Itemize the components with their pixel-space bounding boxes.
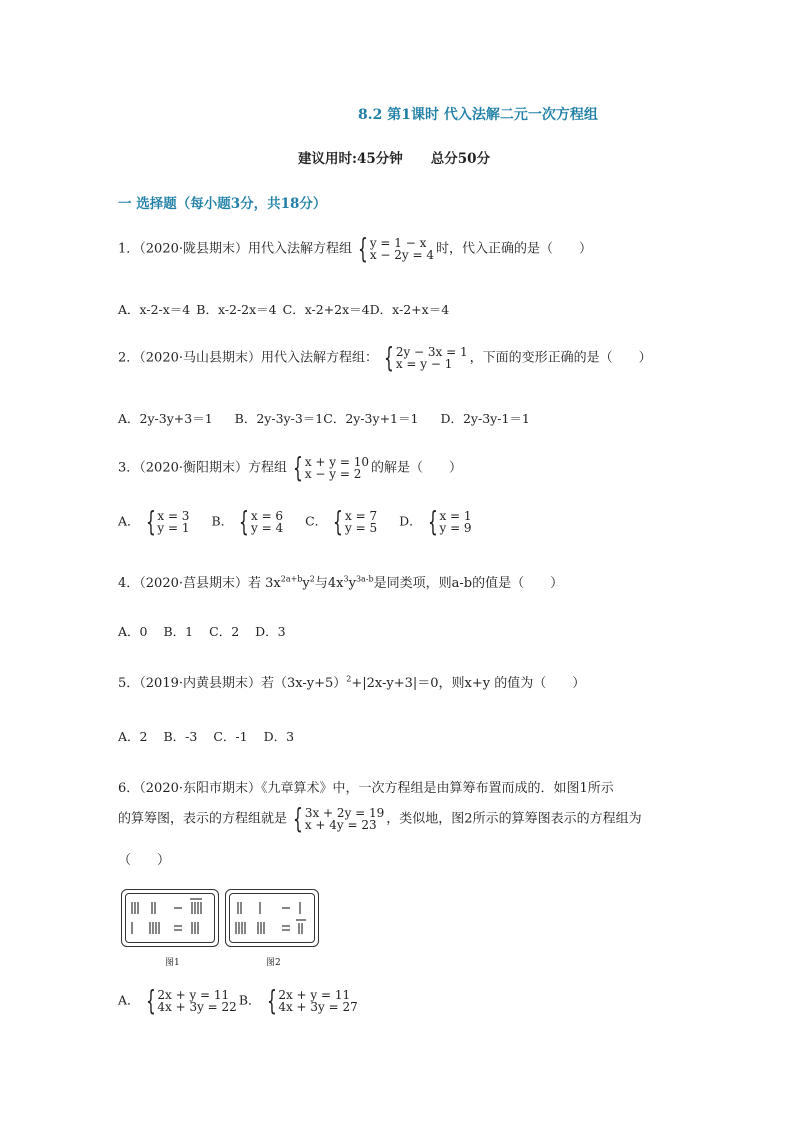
- option-d[interactable]: D．3: [255, 624, 286, 639]
- question-2-options: [118, 409, 540, 427]
- question-6-line-1: 6．（2020·东阳市期末）《九章算术》中，一次方程组是由算筹布置而成的．如图1所示: [118, 781, 614, 796]
- question-4: 4．（2020·莒县期末）若 $3x^{2a+b}y^2$与$4x^3y^{3a-b}$是同类项，则a-b的值是（ ）: [118, 574, 564, 591]
- figure-2-counting-rods: [225, 889, 319, 947]
- option-d[interactable]: D．2y-3y-1＝1: [440, 411, 530, 426]
- option-c[interactable]: C．2: [209, 624, 240, 639]
- subtitle: [298, 147, 490, 167]
- question-6-line-3: （ ）: [118, 853, 171, 868]
- equation-system: { x + y = 10 x − y = 2: [293, 451, 370, 484]
- figure-1-caption: 图1: [165, 958, 180, 968]
- option-c[interactable]: C． { x = 7 y = 5: [305, 505, 378, 538]
- question-2: 2．（2020·马山县期末）用代入法解方程组： { 2y − 3x = 1 x = y − 1 ，下面的变形正确的是（ ）: [118, 341, 652, 374]
- counting-rods-2-icon: [226, 890, 318, 946]
- counting-rods-1-icon: [122, 890, 218, 946]
- option-b[interactable]: B．x-2-2x＝4: [196, 302, 277, 317]
- option-d[interactable]: D．3: [263, 729, 295, 744]
- suggested-time: 建议用时:45分钟: [298, 151, 403, 167]
- option-a[interactable]: A．2: [118, 729, 148, 744]
- option-a[interactable]: A．2y-3y+3＝1: [118, 411, 213, 426]
- equation-system: { 2y − 3x = 1 x = y − 1: [384, 341, 468, 374]
- equation-system: { 3x + 2y = 19 x + 4y = 23: [293, 802, 385, 835]
- option-a[interactable]: A．0: [118, 624, 148, 639]
- question-4-options: [118, 622, 296, 640]
- question-1-options: [118, 300, 459, 318]
- question-5: 5．（2019·内黄县期末）若$(3x-y+5)^2+|2x-y+3|=0$，则x+y 的值为（ ）: [118, 674, 586, 691]
- equation-system: { y = 1 − x x − 2y = 4: [358, 232, 435, 265]
- figure-1-counting-rods: [121, 889, 219, 947]
- figure-2-caption: 图2: [266, 958, 281, 968]
- option-b[interactable]: B．-3: [163, 729, 198, 744]
- total-score: 总分50分: [430, 151, 491, 167]
- question-6-options: [118, 984, 370, 1017]
- option-b[interactable]: B．1: [163, 624, 194, 639]
- question-5-options: [118, 727, 304, 745]
- option-c[interactable]: C．-1: [213, 729, 248, 744]
- option-d[interactable]: D．x-2+x＝4: [369, 302, 450, 317]
- question-3: 3．（2020·衡阳期末）方程组 { x + y = 10 x − y = 2 的解是（ ）: [118, 451, 463, 484]
- option-c[interactable]: C．x-2+2x＝4: [282, 302, 370, 317]
- option-b[interactable]: B． { 2x + y = 11 4x + 3y = 27: [238, 984, 358, 1017]
- option-a[interactable]: A． { x = 3 y = 1: [118, 505, 190, 538]
- page-title: 8.2 第1课时 代入法解二元一次方程组: [358, 107, 598, 123]
- option-c[interactable]: C．2y-3y+1＝1: [323, 411, 419, 426]
- option-b[interactable]: B． { x = 6 y = 4: [211, 505, 284, 538]
- question-6-line-2: 的算筹图，表示的方程组就是 { 3x + 2y = 19 x + 4y = 23 ，类似地，图2所示的算筹图表示的方程组为: [118, 802, 642, 835]
- question-1: 1．（2020·陇县期末）用代入法解方程组 { y = 1 − x x − 2y = 4 时，代入正确的是（ ）: [118, 232, 593, 265]
- option-d[interactable]: D． { x = 1 y = 9: [399, 505, 472, 538]
- section-heading: 一 选择题（每小题3分，共18分）: [118, 196, 327, 212]
- option-a[interactable]: A．x-2-x＝4: [118, 302, 191, 317]
- option-b[interactable]: B．2y-3y-3＝1: [234, 411, 324, 426]
- option-a[interactable]: A． { 2x + y = 11 4x + 3y = 22: [118, 984, 237, 1017]
- question-3-options: [118, 505, 484, 538]
